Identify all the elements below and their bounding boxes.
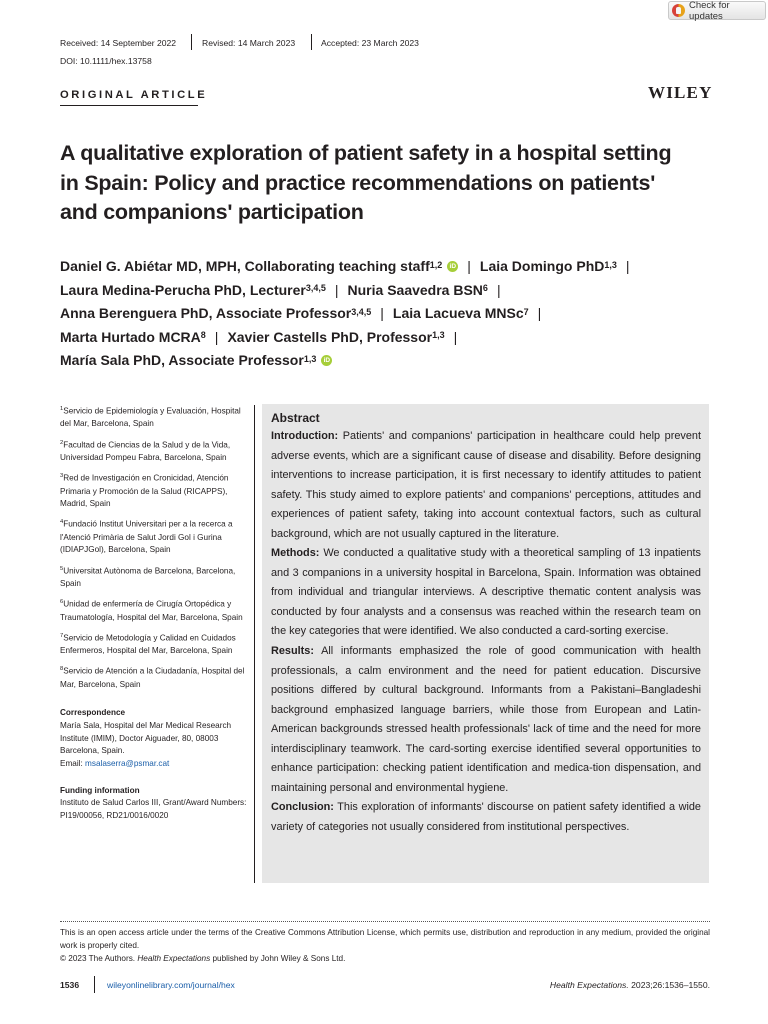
accepted-date: Accepted: 23 March 2023 — [321, 38, 419, 48]
affiliation: $^1$Servicio de Epidemiología y Evaluación, Hospital del Mar, Barcelona, Spain — [60, 406, 241, 429]
abstract-heading: Abstract — [271, 411, 320, 425]
abstract-introduction: Introduction: Patients' and companions' participation in healthcare could help prevent adverse events, which are a significant cause of disease and disability. Before designing interventions to increase participation, it is first necessary to identify attitudes to patient safety. This study aimed to explore patients' and companions' perceptions, attitudes and experiences of patient safety, taking into account contextual factors, such as cultural background, which are not usually captured in the literature. — [271, 430, 701, 540]
author-name[interactable]: Marta Hurtado MCRA — [60, 328, 201, 345]
doi: DOI: 10.1111/hex.13758 — [60, 56, 152, 66]
author-name[interactable]: Anna Berenguera PhD, Associate Professor — [60, 305, 352, 321]
affiliations-column — [60, 403, 248, 837]
footer-divider — [60, 921, 710, 922]
page-number: 1536 — [60, 980, 80, 990]
revised-date: Revised: 14 March 2023 — [202, 38, 296, 48]
author-separator: | — [453, 328, 458, 345]
abstract-box — [262, 404, 709, 883]
author-name[interactable]: Laia Domingo PhD — [479, 258, 605, 274]
email-link[interactable]: msalaserra@psmar.cat — [85, 759, 170, 769]
column-divider — [254, 405, 255, 883]
author-name[interactable]: María Sala PhD, Associate Professor — [60, 352, 304, 368]
affiliation: $^5$Universitat Autònoma de Barcelona, Barcelona, Spain — [60, 565, 236, 588]
affiliation: $^7$Servicio de Metodología y Calidad en Cuidados Enfermeros, Hospital del Mar, Barcelona, Spain — [60, 632, 236, 656]
title-line: and companions' participation — [60, 200, 364, 224]
check-for-updates-button[interactable] — [668, 1, 766, 20]
author-separator: | — [380, 305, 384, 321]
author-separator: | — [496, 281, 501, 298]
author-name[interactable]: Laura Medina-Perucha PhD, Lecturer — [60, 281, 306, 298]
article-title — [60, 139, 740, 228]
author-name[interactable]: Nuria Saavedra BSN — [347, 281, 483, 298]
author-list: Daniel G. Abiétar MD, MPH, Collaborating teaching staff $^{1,2}$ iD | Laia Domingo PhD $^{1,3}$ | Laura Medina-Perucha PhD, Lecturer $^{3,4,5}$ | Nuria Saavedra BSN $^6$ | Anna Berenguera PhD, Associate Professor $^{3,4,5}$ | Laia Lacueva MNSc $^7$ | Marta Hurtado MCRA $^8$ | Xavier Castells PhD, Professor $^{1,3}$ | María Sala PhD, Associate Professor $^{1,3}$ iD — [60, 255, 639, 373]
publisher-logo: WILEY — [648, 83, 713, 102]
journal-url-link[interactable]: wileyonlinelibrary.com/journal/hex — [107, 980, 235, 990]
check-for-updates-label: Check for updates — [689, 0, 730, 22]
author-separator: | — [537, 305, 542, 321]
correspondence-block — [60, 707, 248, 771]
author-separator: | — [467, 258, 471, 274]
funding-block — [60, 785, 248, 823]
affiliation: $^4$Fundació Institut Universitari per a la recerca a l'Atenció Primària de Salut Jordi Gol i Gurina (IDIAPJGol), Barcelona, Spain — [60, 519, 233, 555]
header-divider — [311, 34, 312, 50]
abstract-body — [271, 427, 701, 837]
received-date: Received: 14 September 2022 — [60, 38, 177, 48]
funding-text: Instituto de Salud Carlos III, Grant/Award Numbers: PI19/00056, RD21/0016/0020 — [60, 798, 247, 821]
article-type: ORIGINAL ARTICLE — [60, 89, 208, 101]
author-name[interactable]: Xavier Castells PhD, Professor — [227, 328, 433, 345]
title-line: in Spain: Policy and practice recommendations on patients' — [60, 170, 656, 195]
author-separator: | — [214, 328, 219, 345]
affiliation: $^3$Red de Investigación en Cronicidad, Atención Primaria y Promoción de la Salud (RICAPPS), Madrid, Spain — [60, 473, 229, 509]
author-separator: | — [625, 258, 630, 274]
footer-separator — [94, 976, 95, 993]
header-divider — [191, 34, 192, 50]
title-line: A qualitative exploration of patient safety in a hospital setting — [60, 141, 672, 165]
crossmark-icon — [672, 4, 685, 17]
orcid-icon[interactable]: iD — [447, 261, 458, 272]
journal-citation: Health Expectations. 2023;26:1536–1550. — [549, 980, 710, 990]
author-name[interactable]: Daniel G. Abiétar MD, MPH, Collaborating teaching staff — [60, 258, 430, 274]
article-type-rule — [60, 105, 198, 106]
orcid-icon[interactable]: iD — [321, 355, 332, 366]
license-text: This is an open access article under the terms of the Creative Commons Attribution License, which permits use, distribution and reproduction in any medium, provided the original work is properly cited. © 2023 The Authors. Health Expectations published by John Wiley & Sons Ltd. — [60, 928, 710, 963]
abstract-results: Results: All informants emphasized the role of good communication with health professionals, a calm environment and the need for patient education. Discursive positions differed by cultural background. Informants from a Pakistani–Bangladeshi background emphasized language barriers, while those from European and Latin-American backgrounds stressed health professionals' lack of time and the need for more interdisciplinary teamwork. The card-sorting exercise identified several opportunities to enhance participation: checking patient identification and medica-tion dispensation, and maintaining personal and environmental hygiene. — [271, 645, 701, 794]
abstract-conclusion: Conclusion: This exploration of informants' discourse on patient safety identified a wide variety of categories not usually considered from institutional perspectives. — [271, 801, 701, 833]
correspondence-heading: Correspondence — [60, 708, 126, 718]
funding-heading: Funding information — [60, 785, 140, 795]
affiliation: $^2$Facultad de Ciencias de la Salud y de la Vida, Universidad Pompeu Fabra, Barcelona, Spain — [60, 439, 231, 462]
affiliation: $^8$Servicio de Atención a la Ciudadanía, Hospital del Mar, Barcelona, Spain — [60, 666, 245, 689]
affiliation: $^6$Unidad de enfermería de Cirugía Ortopédica y Traumatología, Hospital del Mar, Barcelona, Spain — [60, 599, 243, 622]
correspondence-email: Email: msalaserra@psmar.cat — [60, 759, 170, 769]
author-separator: | — [334, 281, 339, 298]
author-name[interactable]: Laia Lacueva MNSc — [392, 305, 524, 321]
abstract-methods: Methods: We conducted a qualitative study with a theoretical sampling of 13 inpatients and 3 companions in a university hospital in Barcelona, Spain. Information was obtained from individual and triangular interviews. A descriptive thematic content analysis was conducted by four analysts and a consensus was reached within the research team on the key categories that were identified. We also conducted a card-sorting exercise. — [271, 547, 701, 638]
correspondence-text: María Sala, Hospital del Mar Medical Research Institute (IMIM), Doctor Aiguader, 80, 08003 Barcelona, Spain. — [60, 720, 232, 756]
